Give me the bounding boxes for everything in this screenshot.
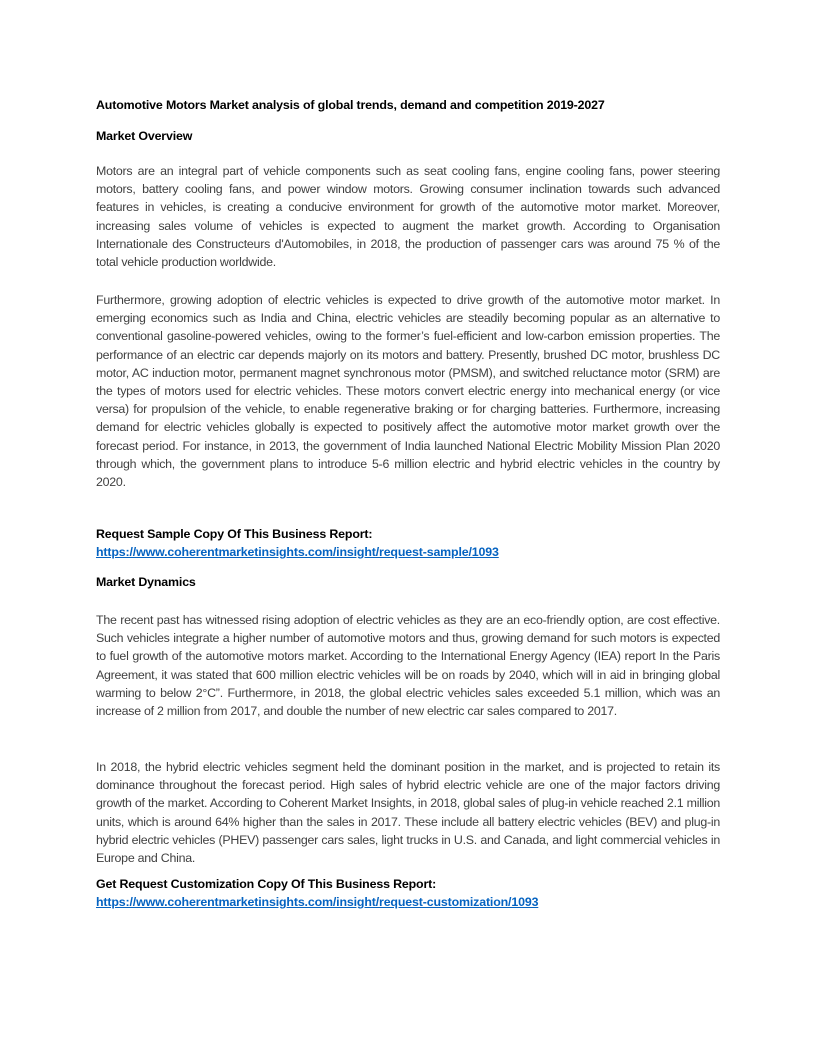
section-heading-market-overview: Market Overview — [96, 129, 193, 143]
customization-request-label: Get Request Customization Copy Of This Business Report: — [96, 877, 437, 891]
section-heading-market-dynamics: Market Dynamics — [96, 575, 196, 589]
customization-request-block — [96, 876, 720, 911]
paragraph-dynamics-2: In 2018, the hybrid electric vehicles segment held the dominant position in the market, and is projected to retain its dominance throughout the forecast period. High sales of hybrid electric vehicle are one of the major factors driving growth of the market. According to Coherent Market Insights, in 2018, global sales of plug-in vehicle reached 2.1 million units, which is around 64% higher than the sales in 2017. These include all battery electric vehicles (BEV) and plug-in hybrid electric vehicles (PHEV) passenger cars sales, light trucks in U.S. and Canada, and light commercial vehicles in Europe and China. — [96, 760, 720, 866]
sample-request-block — [96, 526, 720, 561]
sample-request-label: Request Sample Copy Of This Business Report: — [96, 527, 373, 541]
paragraph-overview-2: Furthermore, growing adoption of electric vehicles is expected to drive growth of the automotive motor market. In emerging economics such as India and China, electric vehicles are steadily becoming popular as an alternative to conventional gasoline-powered vehicles, owing to the former’s fuel-efficient and low-carbon emission properties. The performance of an electric car depends majorly on its motors and battery. Presently, brushed DC motor, brushless DC motor, AC induction motor, permanent magnet synchronous motor (PMSM), and switched reluctance motor (SRM) are the types of motors used for electric vehicles. These motors convert electric energy into mechanical energy (or vice versa) for propulsion of the vehicle, to enable regenerative braking or for charging batteries. Furthermore, increasing demand for electric vehicles globally is expected to positively affect the automotive motor market growth over the forecast period. For instance, in 2013, the government of India launched National Electric Mobility Mission Plan 2020 through which, the government plans to introduce 5-6 million electric and hybrid electric vehicles in the country by 2020. — [96, 293, 720, 490]
sample-request-link[interactable]: https://www.coherentmarketinsights.com/insight/request-sample/1093 — [96, 545, 499, 559]
paragraph-dynamics-1: The recent past has witnessed rising adoption of electric vehicles as they are an eco-friendly option, are cost effective. Such vehicles integrate a higher number of automotive motors and thus, growing demand for such motors is expected to fuel growth of the automotive motors market. According to the International Energy Agency (IEA) report In the Paris Agreement, it was stated that 600 million electric vehicles will be on roads by 2040, which will in aid in bringing global warming to below 2°C”. Furthermore, in 2018, the global electric vehicles sales exceeded 5.1 million, which was an increase of 2 million from 2017, and double the number of new electric car sales compared to 2017. — [96, 613, 720, 719]
customization-request-link[interactable]: https://www.coherentmarketinsights.com/insight/request-customization/1093 — [96, 895, 539, 909]
paragraph-overview-1: Motors are an integral part of vehicle components such as seat cooling fans, engine cooling fans, power steering motors, battery cooling fans, and power window motors. Growing consumer inclination towards such advanced features in vehicles, is creating a conducive environment for growth of the automotive motor market. Moreover, increasing sales volume of vehicles is expected to augment the market growth. According to Organisation Internationale des Constructeurs d'Automobiles, in 2018, the production of passenger cars was around 75 % of the total vehicle production worldwide. — [96, 164, 720, 270]
document-title: Automotive Motors Market analysis of global trends, demand and competition 2019-2027 — [96, 98, 605, 112]
